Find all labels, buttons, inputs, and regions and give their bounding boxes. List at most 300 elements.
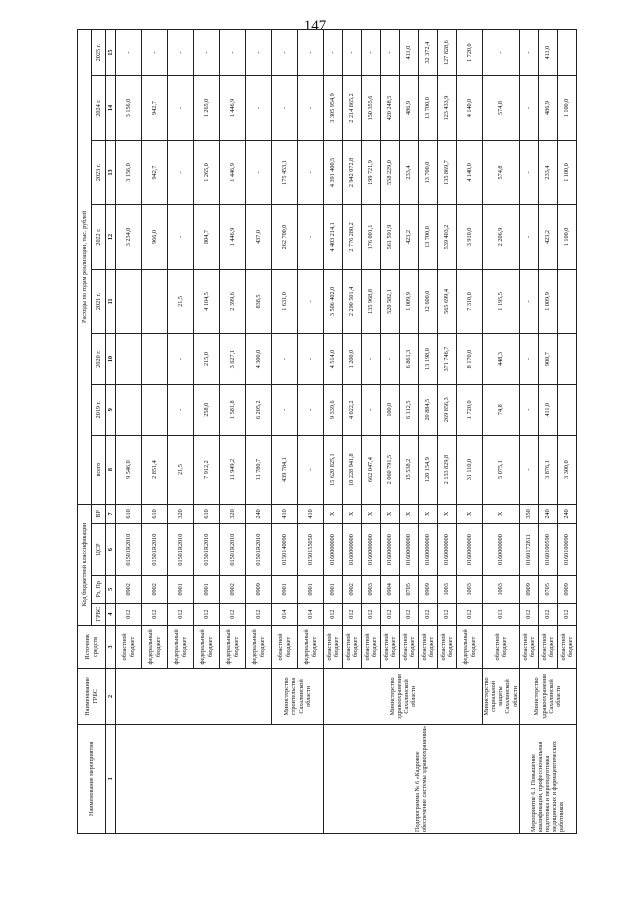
year-2023-cell: 4 391 400,5 xyxy=(324,140,343,204)
year-2020-cell: 1 200,0 xyxy=(343,334,362,385)
column-number: 1 xyxy=(106,724,116,833)
year-2024-cell: 942,7 xyxy=(142,76,168,140)
year-2020-cell: 371 746,7 xyxy=(438,334,457,385)
csr-cell: 0160100090 xyxy=(557,524,576,576)
table-row xyxy=(483,30,520,834)
column-number: 4 xyxy=(106,603,116,625)
year-2022-cell: 804,7 xyxy=(194,205,220,269)
event-name-cell xyxy=(116,724,324,833)
header-year-2021: 2021 г. xyxy=(92,269,106,333)
rzpr-cell: 0902 xyxy=(343,576,362,604)
year-2025-cell: 32 372,4 xyxy=(419,30,438,76)
total-cell: 5 075,1 xyxy=(483,435,520,504)
total-cell: 21,5 xyxy=(168,435,194,504)
year-2020-cell: 900,7 xyxy=(538,334,557,385)
grbs-code-cell: 014 xyxy=(298,603,324,625)
grbs-name-cell: Министерство здравоохранения Сахалинской области xyxy=(324,669,483,724)
year-2021-cell: 1 195,5 xyxy=(483,269,520,333)
grbs-code-cell: 012 xyxy=(400,603,419,625)
column-number: 5 xyxy=(106,576,116,604)
header-budget-classification: Код бюджетной классификации xyxy=(78,504,92,625)
year-2023-cell: 13 700,0 xyxy=(419,140,438,204)
grbs-code-cell: 013 xyxy=(483,603,520,625)
year-2025-cell: - xyxy=(168,30,194,76)
year-2023-cell: 199 721,9 xyxy=(362,140,381,204)
year-2025-cell: - xyxy=(142,30,168,76)
column-number: 12 xyxy=(106,205,116,269)
source-cell: федеральный бюджет xyxy=(246,625,272,669)
vr-cell: 410 xyxy=(298,504,324,524)
year-2024-cell: 150 355,6 xyxy=(362,76,381,140)
year-2025-cell: - xyxy=(194,30,220,76)
csr-cell: 0160000000 xyxy=(419,524,438,576)
source-cell: областной бюджет xyxy=(400,625,419,669)
grbs-code-cell: 012 xyxy=(538,603,557,625)
table-row xyxy=(272,30,298,834)
total-cell: 11 780,7 xyxy=(246,435,272,504)
year-2025-cell xyxy=(557,30,576,76)
year-2021-cell: 1 009,9 xyxy=(400,269,419,333)
year-2021-cell xyxy=(557,269,576,333)
year-2019-cell: - xyxy=(168,384,194,435)
year-2019-cell: 100,0 xyxy=(381,384,400,435)
source-cell: областной бюджет xyxy=(272,625,298,669)
rzpr-cell: 0901 xyxy=(324,576,343,604)
csr-cell: 01501R2010 xyxy=(246,524,272,576)
rzpr-cell: 0903 xyxy=(362,576,381,604)
table-row xyxy=(324,30,343,834)
rzpr-cell: 0902 xyxy=(116,576,142,604)
column-number: 9 xyxy=(106,384,116,435)
vr-cell: Х xyxy=(381,504,400,524)
total-cell: 120 154,9 xyxy=(419,435,438,504)
grbs-code-cell: 012 xyxy=(457,603,483,625)
header-rzpr: Рз, Пр xyxy=(92,576,106,604)
subprogram-name: Подпрограмма № 6 «Кадровое обеспечение системы здравоохранения» xyxy=(324,724,520,833)
year-2021-cell: 7 310,0 xyxy=(457,269,483,333)
rotated-table-container xyxy=(77,29,577,834)
year-2019-cell xyxy=(557,384,576,435)
year-2021-cell: 4 104,5 xyxy=(194,269,220,333)
year-2022-cell: 539 403,2 xyxy=(438,205,457,269)
total-cell: 15 538,2 xyxy=(400,435,419,504)
vr-cell: Х xyxy=(457,504,483,524)
year-2025-cell: - xyxy=(116,30,142,76)
column-number: 3 xyxy=(106,625,116,669)
year-2024-cell: 486,9 xyxy=(538,76,557,140)
column-number: 14 xyxy=(106,76,116,140)
year-2022-cell: 423,2 xyxy=(538,205,557,269)
rzpr-cell: 0901 xyxy=(298,576,324,604)
year-2024-cell: - xyxy=(519,76,538,140)
column-number: 6 xyxy=(106,524,116,576)
year-2021-cell: 565 699,4 xyxy=(438,269,457,333)
year-2020-cell: 215,0 xyxy=(194,334,220,385)
year-2022-cell: 423,2 xyxy=(400,205,419,269)
source-cell: областной бюджет xyxy=(419,625,438,669)
column-number: 2 xyxy=(106,669,116,724)
csr-cell: 01501R2010 xyxy=(168,524,194,576)
year-2021-cell: 1 009,9 xyxy=(538,269,557,333)
csr-cell: 0160000000 xyxy=(324,524,343,576)
year-2022-cell: 966,0 xyxy=(142,205,168,269)
vr-cell: Х xyxy=(400,504,419,524)
grbs-name-cell: Министерство социальной защиты Сахалинской области xyxy=(483,669,520,724)
year-2021-cell: 520 582,1 xyxy=(381,269,400,333)
year-2025-cell: - xyxy=(220,30,246,76)
year-2023-cell: - xyxy=(168,140,194,204)
source-cell: областной бюджет xyxy=(324,625,343,669)
year-2023-cell: 175 453,1 xyxy=(272,140,298,204)
source-cell: областной бюджет xyxy=(381,625,400,669)
grbs-code-cell: 012 xyxy=(419,603,438,625)
column-number: 10 xyxy=(106,334,116,385)
grbs-code-cell: 012 xyxy=(557,603,576,625)
csr-cell: 0160000000 xyxy=(483,524,520,576)
year-2020-cell: - xyxy=(519,334,538,385)
rzpr-cell: 0909 xyxy=(419,576,438,604)
vr-cell: 350 xyxy=(519,504,538,524)
rzpr-cell: 1003 xyxy=(438,576,457,604)
rzpr-cell: 0909 xyxy=(557,576,576,604)
year-2024-cell: 1 265,0 xyxy=(194,76,220,140)
vr-cell: Х xyxy=(419,504,438,524)
header-event: Наименование мероприятия xyxy=(78,724,106,833)
vr-cell: Х xyxy=(438,504,457,524)
column-number-row xyxy=(106,30,116,834)
source-cell: областной бюджет xyxy=(557,625,576,669)
grbs-code-cell: 012 xyxy=(438,603,457,625)
year-2024-cell: 4 140,0 xyxy=(457,76,483,140)
vr-cell: 610 xyxy=(142,504,168,524)
rzpr-cell: 0901 xyxy=(168,576,194,604)
year-2023-cell: 233,4 xyxy=(538,140,557,204)
vr-cell: Х xyxy=(483,504,520,524)
total-cell: 15 620 825,1 xyxy=(324,435,343,504)
year-2025-cell: 127 828,6 xyxy=(438,30,457,76)
vr-cell: 240 xyxy=(538,504,557,524)
year-2020-cell xyxy=(557,334,576,385)
year-2024-cell: 1 100,0 xyxy=(557,76,576,140)
csr-cell: 0160100590 xyxy=(538,524,557,576)
year-2023-cell: 942,7 xyxy=(142,140,168,204)
year-2024-cell: 420 248,5 xyxy=(381,76,400,140)
year-2020-cell xyxy=(116,334,142,385)
year-2019-cell: - xyxy=(272,384,298,435)
source-cell: областной бюджет xyxy=(343,625,362,669)
rzpr-cell: 0902 xyxy=(220,576,246,604)
year-2023-cell: - xyxy=(298,140,324,204)
year-2021-cell xyxy=(142,269,168,333)
year-2020-cell: 8 170,0 xyxy=(457,334,483,385)
rzpr-cell: 0902 xyxy=(142,576,168,604)
source-cell: федеральный бюджет xyxy=(142,625,168,669)
rzpr-cell: 1003 xyxy=(483,576,520,604)
year-2019-cell xyxy=(142,384,168,435)
year-2021-cell: 2 399,6 xyxy=(220,269,246,333)
year-2023-cell: 1 265,0 xyxy=(194,140,220,204)
year-2024-cell: 13 700,0 xyxy=(419,76,438,140)
year-2024-cell: 1 446,9 xyxy=(220,76,246,140)
year-2023-cell: 135 869,7 xyxy=(438,140,457,204)
budget-table xyxy=(77,29,577,834)
year-2024-cell: - xyxy=(246,76,272,140)
year-2021-cell: 12 600,0 xyxy=(419,269,438,333)
year-2022-cell: 1 446,9 xyxy=(220,205,246,269)
total-cell: 3 300,0 xyxy=(557,435,576,504)
source-cell: областной бюджет xyxy=(538,625,557,669)
vr-cell: 240 xyxy=(557,504,576,524)
year-2019-cell: 411,0 xyxy=(538,384,557,435)
header-year-2020: 2020 г. xyxy=(92,334,106,385)
year-2019-cell: - xyxy=(519,384,538,435)
year-2019-cell: 258,0 xyxy=(194,384,220,435)
year-2024-cell: 574,8 xyxy=(483,76,520,140)
source-cell: федеральный бюджет xyxy=(194,625,220,669)
header-grbs-name: Наименование ГРБС xyxy=(78,669,106,724)
vr-cell: Х xyxy=(324,504,343,524)
year-2021-cell: 135 968,8 xyxy=(362,269,381,333)
csr-cell: 01501R2010 xyxy=(142,524,168,576)
grbs-code-cell: 012 xyxy=(142,603,168,625)
table-row xyxy=(519,30,538,834)
year-2021-cell: 3 506 402,0 xyxy=(324,269,343,333)
year-2019-cell: 9 339,6 xyxy=(324,384,343,435)
source-cell: областной бюджет xyxy=(519,625,538,669)
year-2022-cell: 176 001,1 xyxy=(362,205,381,269)
total-cell: - xyxy=(298,435,324,504)
year-2025-cell: 1 720,0 xyxy=(457,30,483,76)
vr-cell: 320 xyxy=(220,504,246,524)
vr-cell: 320 xyxy=(168,504,194,524)
year-2020-cell xyxy=(142,334,168,385)
csr-cell: 0160000000 xyxy=(381,524,400,576)
year-2021-cell: 1 631,0 xyxy=(272,269,298,333)
year-2022-cell: - xyxy=(519,205,538,269)
year-2019-cell: 1 720,0 xyxy=(457,384,483,435)
year-2023-cell: 4 140,0 xyxy=(457,140,483,204)
vr-cell: 610 xyxy=(116,504,142,524)
year-2019-cell: 269 856,3 xyxy=(438,384,457,435)
csr-cell: 01501R2010 xyxy=(116,524,142,576)
column-number: 13 xyxy=(106,140,116,204)
year-2023-cell: 3 156,0 xyxy=(116,140,142,204)
rzpr-cell: 1003 xyxy=(457,576,483,604)
rzpr-cell: 0705 xyxy=(400,576,419,604)
year-2019-cell: 74,8 xyxy=(483,384,520,435)
year-2023-cell: - xyxy=(246,140,272,204)
column-number: 15 xyxy=(106,30,116,76)
source-cell: областной бюджет xyxy=(362,625,381,669)
year-2020-cell: - xyxy=(272,334,298,385)
year-2024-cell: - xyxy=(168,76,194,140)
year-2020-cell: 448,3 xyxy=(483,334,520,385)
csr-cell: 0160000000 xyxy=(438,524,457,576)
vr-cell: Х xyxy=(343,504,362,524)
event-name-cell: Мероприятие 6.1 Повышение квалификации, профессиональная подготовка и переподготовка медицинских и фармацевтических работников xyxy=(519,724,576,833)
grbs-code-cell: 012 xyxy=(324,603,343,625)
year-2025-cell: - xyxy=(272,30,298,76)
vr-cell: 240 xyxy=(246,504,272,524)
column-number: 8 xyxy=(106,435,116,504)
year-2023-cell: 1 446,9 xyxy=(220,140,246,204)
year-2024-cell: 2 214 865,2 xyxy=(343,76,362,140)
column-number: 11 xyxy=(106,269,116,333)
rzpr-cell: 0705 xyxy=(538,576,557,604)
total-cell: 11 949,2 xyxy=(220,435,246,504)
year-2024-cell: - xyxy=(272,76,298,140)
total-cell: - xyxy=(519,435,538,504)
rzpr-cell: 0904 xyxy=(381,576,400,604)
rzpr-cell: 0909 xyxy=(519,576,538,604)
year-2022-cell: 13 700,0 xyxy=(419,205,438,269)
year-2023-cell: 2 942 072,8 xyxy=(343,140,362,204)
total-cell: 7 912,2 xyxy=(194,435,220,504)
total-cell: 439 784,1 xyxy=(272,435,298,504)
year-2020-cell: - xyxy=(168,334,194,385)
year-2019-cell: 20 884,5 xyxy=(419,384,438,435)
year-2021-cell: - xyxy=(298,269,324,333)
year-2023-cell: 233,4 xyxy=(400,140,419,204)
csr-cell: 0160000000 xyxy=(400,524,419,576)
year-2022-cell: 2 206,9 xyxy=(483,205,520,269)
year-2019-cell: - xyxy=(298,384,324,435)
year-2025-cell: - xyxy=(246,30,272,76)
year-2022-cell: 4 403 214,1 xyxy=(324,205,343,269)
year-2022-cell: 2 776 280,2 xyxy=(343,205,362,269)
year-2025-cell: - xyxy=(483,30,520,76)
header-grbs-code: ГРБС xyxy=(92,603,106,625)
year-2025-cell: 411,0 xyxy=(400,30,419,76)
table-body xyxy=(116,30,577,834)
year-2021-cell: 21,5 xyxy=(168,269,194,333)
year-2020-cell: 13 198,0 xyxy=(419,334,438,385)
source-cell: областной бюджет xyxy=(483,625,520,669)
total-cell: 31 110,0 xyxy=(457,435,483,504)
csr-cell: 0160000000 xyxy=(457,524,483,576)
year-2022-cell: 3 910,0 xyxy=(457,205,483,269)
year-2019-cell: 6 205,2 xyxy=(246,384,272,435)
total-cell: 3 876,1 xyxy=(538,435,557,504)
vr-cell: 410 xyxy=(272,504,298,524)
rzpr-cell: 0909 xyxy=(246,576,272,604)
header-expenses: Расходы по годам реализации, тыс. рублей xyxy=(78,30,92,505)
header-year-2023: 2023 г. xyxy=(92,140,106,204)
total-cell: 2 060 791,5 xyxy=(381,435,400,504)
csr-cell: 01501R2010 xyxy=(194,524,220,576)
csr-cell: 0150140090 xyxy=(272,524,298,576)
header-year-2022: 2022 г. xyxy=(92,205,106,269)
year-2021-cell: 2 290 501,4 xyxy=(343,269,362,333)
csr-cell: 0150155050 xyxy=(298,524,324,576)
total-cell: 662 047,4 xyxy=(362,435,381,504)
vr-cell: Х xyxy=(362,504,381,524)
grbs-name-cell: Министерство строительства Сахалинской области xyxy=(272,669,324,724)
source-cell: федеральный бюджет xyxy=(220,625,246,669)
grbs-code-cell: 012 xyxy=(246,603,272,625)
year-2024-cell: - xyxy=(298,76,324,140)
csr-cell: 0160000000 xyxy=(343,524,362,576)
source-cell: федеральный бюджет xyxy=(298,625,324,669)
year-2025-cell: - xyxy=(298,30,324,76)
year-2020-cell: 6 861,3 xyxy=(400,334,419,385)
grbs-code-cell: 012 xyxy=(168,603,194,625)
year-2021-cell xyxy=(116,269,142,333)
year-2020-cell: 4 300,0 xyxy=(246,334,272,385)
year-2023-cell: 574,8 xyxy=(483,140,520,204)
year-2025-cell: - xyxy=(381,30,400,76)
year-2019-cell: 1 581,8 xyxy=(220,384,246,435)
rzpr-cell: 0901 xyxy=(272,576,298,604)
year-2020-cell: 3 627,1 xyxy=(220,334,246,385)
column-number: 7 xyxy=(106,504,116,524)
year-2019-cell: 6 112,5 xyxy=(400,384,419,435)
year-2021-cell: - xyxy=(519,269,538,333)
year-2020-cell: 4 514,0 xyxy=(324,334,343,385)
grbs-code-cell: 012 xyxy=(519,603,538,625)
year-2024-cell: 486,9 xyxy=(400,76,419,140)
header-year-2025: 2025 г. xyxy=(92,30,106,76)
csr-cell: 01501R2010 xyxy=(220,524,246,576)
year-2023-cell: 1 100,0 xyxy=(557,140,576,204)
grbs-code-cell: 012 xyxy=(194,603,220,625)
source-cell: областной бюджет xyxy=(438,625,457,669)
header-year-2024: 2024 г. xyxy=(92,76,106,140)
year-2019-cell: - xyxy=(362,384,381,435)
year-2022-cell: 1 100,0 xyxy=(557,205,576,269)
csr-cell: 0160000000 xyxy=(362,524,381,576)
header-vr: ВР xyxy=(92,504,106,524)
header-year-2019: 2019 г. xyxy=(92,384,106,435)
grbs-code-cell: 012 xyxy=(343,603,362,625)
year-2024-cell: 3 305 954,9 xyxy=(324,76,343,140)
grbs-code-cell: 014 xyxy=(272,603,298,625)
grbs-name-cell xyxy=(116,669,272,724)
header-source: Источник средств xyxy=(78,625,106,669)
page-number: 147 xyxy=(303,18,327,34)
year-2024-cell: 123 433,9 xyxy=(438,76,457,140)
source-cell: федеральный бюджет xyxy=(168,625,194,669)
year-2021-cell: 838,5 xyxy=(246,269,272,333)
grbs-code-cell: 012 xyxy=(116,603,142,625)
total-cell: 2 133 829,8 xyxy=(438,435,457,504)
year-2022-cell: 262 700,0 xyxy=(272,205,298,269)
vr-cell: 610 xyxy=(194,504,220,524)
year-2023-cell: - xyxy=(519,140,538,204)
source-cell: федеральный бюджет xyxy=(457,625,483,669)
year-2025-cell: - xyxy=(519,30,538,76)
year-2025-cell: 411,0 xyxy=(538,30,557,76)
year-2022-cell: 561 591,9 xyxy=(381,205,400,269)
year-2020-cell: - xyxy=(381,334,400,385)
year-2023-cell: 558 229,0 xyxy=(381,140,400,204)
total-cell: 9 546,0 xyxy=(116,435,142,504)
year-2019-cell: 4 022,2 xyxy=(343,384,362,435)
year-2019-cell xyxy=(116,384,142,435)
header-csr: ЦСР xyxy=(92,524,106,576)
grbs-code-cell: 012 xyxy=(362,603,381,625)
grbs-code-cell: 012 xyxy=(381,603,400,625)
csr-cell: 0160172811 xyxy=(519,524,538,576)
total-cell: 2 851,4 xyxy=(142,435,168,504)
year-2022-cell: - xyxy=(168,205,194,269)
rzpr-cell: 0901 xyxy=(194,576,220,604)
table-row xyxy=(116,30,142,834)
year-2022-cell: 437,0 xyxy=(246,205,272,269)
grbs-name-cell: Министерство здравоохранения Сахалинской области xyxy=(519,669,576,724)
year-2020-cell: - xyxy=(362,334,381,385)
source-cell: областной бюджет xyxy=(116,625,142,669)
